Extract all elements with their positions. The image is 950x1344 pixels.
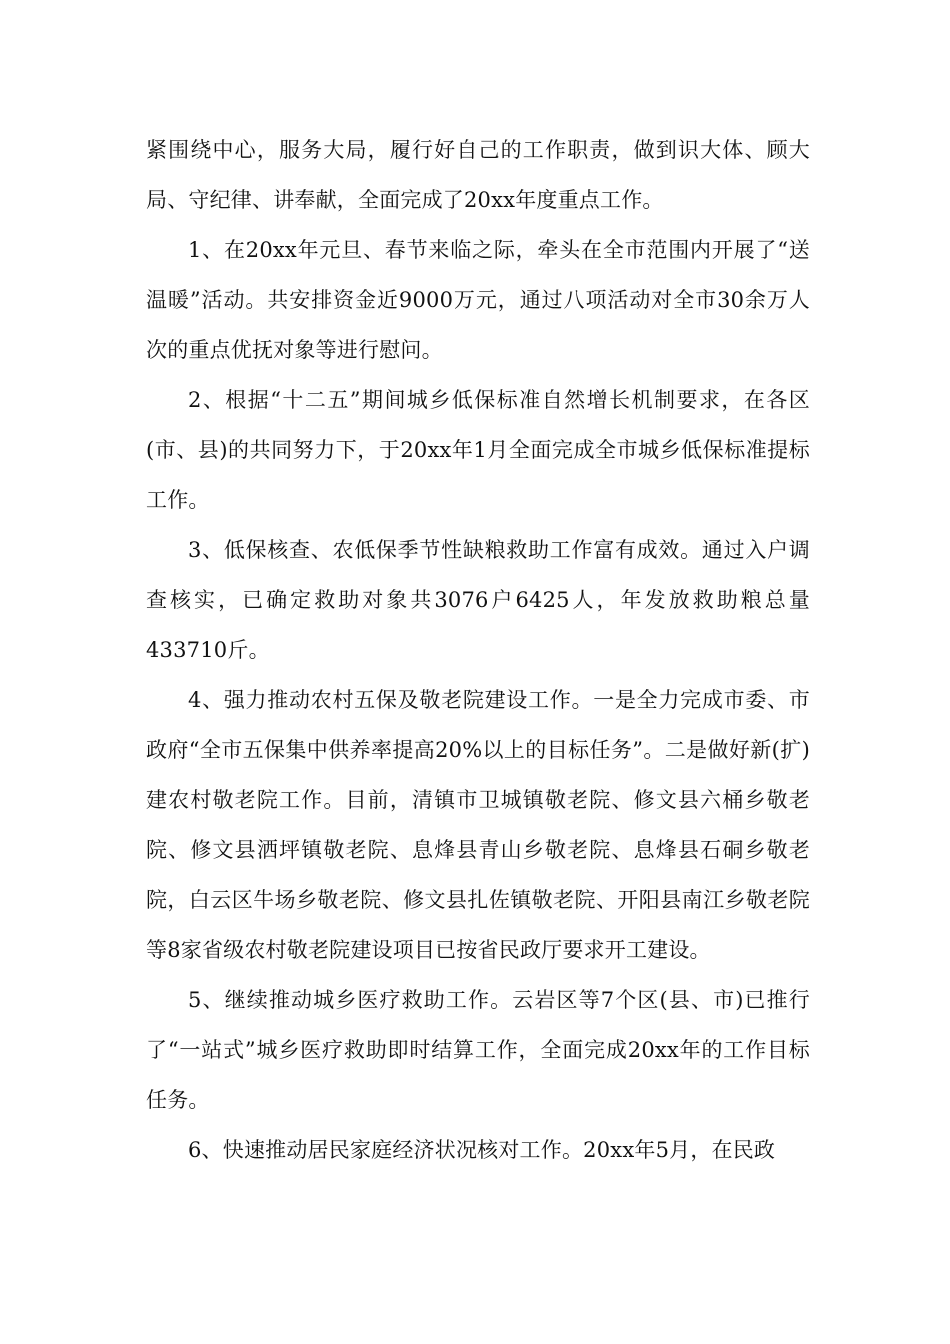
paragraph-item-5: 5、继续推动城乡医疗救助工作。云岩区等7个区(县、市)已推行了“一站式”城乡医疗救助即时结算工作，全面完成20xx年的工作目标任务。 <box>146 988 810 1112</box>
paragraph-item-4: 4、强力推动农村五保及敬老院建设工作。一是全力完成市委、市政府“全市五保集中供养率提高20%以上的目标任务”。二是做好新(扩)建农村敬老院工作。目前，清镇市卫城镇敬老院、修文县六桶乡敬老院、修文县洒坪镇敬老院、息烽县青山乡敬老院、息烽县石硐乡敬老院，白云区牛场乡敬老院、修文县扎佐镇敬老院、开阳县南江乡敬老院等8家省级农村敬老院建设项目已按省民政厅要求开工建设。 <box>146 688 810 962</box>
paragraph-item-2: 2、根据“十二五”期间城乡低保标准自然增长机制要求，在各区(市、县)的共同努力下，于20xx年1月全面完成全市城乡低保标准提标工作。 <box>146 388 810 512</box>
paragraph-item-3: 3、低保核查、农低保季节性缺粮救助工作富有成效。通过入户调查核实，已确定救助对象共3076户6425人，年发放救助粮总量433710斤。 <box>146 538 810 662</box>
paragraph-item-6: 6、快速推动居民家庭经济状况核对工作。20xx年5月，在民政 <box>188 1138 776 1162</box>
paragraph-continuation: 紧围绕中心，服务大局，履行好自己的工作职责，做到识大体、顾大局、守纪律、讲奉献，全面完成了20xx年度重点工作。 <box>146 138 810 212</box>
document-body <box>146 125 810 1175</box>
paragraph-item-1: 1、在20xx年元旦、春节来临之际，牵头在全市范围内开展了“送温暖”活动。共安排资金近9000万元，通过八项活动对全市30余万人次的重点优抚对象等进行慰问。 <box>146 238 810 362</box>
